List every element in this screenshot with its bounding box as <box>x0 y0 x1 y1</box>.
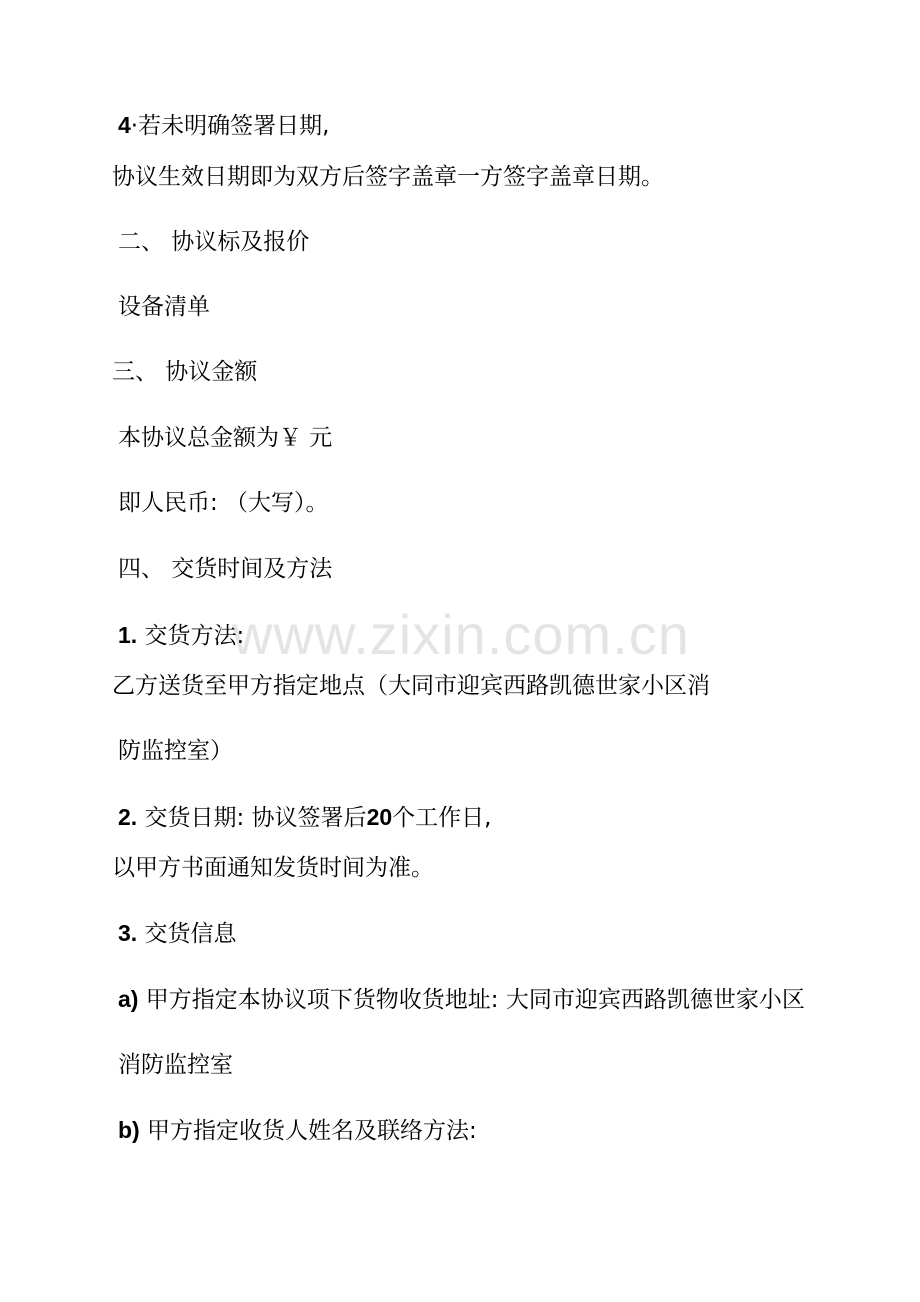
line-text: ·若未明确签署日期, <box>130 113 330 139</box>
line-delivery-location-cont <box>118 736 233 766</box>
line-text: 二、 协议标及报价 <box>118 229 310 255</box>
line-text: 四、 交货时间及方法 <box>118 556 333 582</box>
item-number: 2. <box>118 804 138 830</box>
line-delivery-date <box>118 802 491 833</box>
section-heading-3 <box>112 357 257 387</box>
line-effective-date <box>112 162 664 192</box>
watermark: www.zixin.com.cn <box>232 603 690 666</box>
line-text: 以甲方书面通知发货时间为准。 <box>112 855 434 881</box>
line-delivery-info <box>118 918 237 949</box>
section-heading-2 <box>118 227 309 257</box>
line-text: 个工作日, <box>392 805 492 831</box>
line-text: 交货方法: <box>137 623 245 649</box>
line-delivery-notice <box>112 853 434 883</box>
line-equipment-list <box>118 292 210 322</box>
line-text: 甲方指定本协议项下货物收货地址: 大同市迎宾西路凯德世家小区 <box>138 987 805 1013</box>
line-receiver-contact <box>118 1115 477 1146</box>
item-number: b) <box>118 1117 140 1143</box>
line-receive-address-cont <box>118 1050 233 1080</box>
item-number: a) <box>118 986 139 1012</box>
line-text: 消防监控室 <box>118 1052 233 1078</box>
line-text: 乙方送货至甲方指定地点（大同市迎宾西路凯德世家小区消 <box>112 673 710 699</box>
item-number: 3. <box>118 920 138 946</box>
line-receive-address <box>118 984 805 1015</box>
item-number: 1. <box>118 622 138 648</box>
section-heading-4 <box>118 554 332 584</box>
item-number: 4 <box>118 112 131 138</box>
line-text: 甲方指定收货人姓名及联络方法: <box>139 1118 477 1144</box>
working-days-number: 20 <box>366 804 393 830</box>
line-total-amount <box>118 423 332 453</box>
line-text: 即人民币: （大写）。 <box>118 490 329 516</box>
line-delivery-location <box>112 671 710 701</box>
line-text: 本协议总金额为￥ 元 <box>118 425 333 451</box>
line-text: 三、 协议金额 <box>112 359 258 385</box>
line-sign-date <box>118 110 329 141</box>
line-text: 防监控室） <box>118 738 233 764</box>
line-delivery-method <box>118 620 244 651</box>
line-text: 协议生效日期即为双方后签字盖章一方签字盖章日期。 <box>112 164 664 190</box>
line-rmb-uppercase <box>118 488 329 518</box>
line-text: 设备清单 <box>118 294 210 320</box>
line-text: 交货日期: 协议签署后 <box>137 805 367 831</box>
line-text: 交货信息 <box>137 921 237 947</box>
